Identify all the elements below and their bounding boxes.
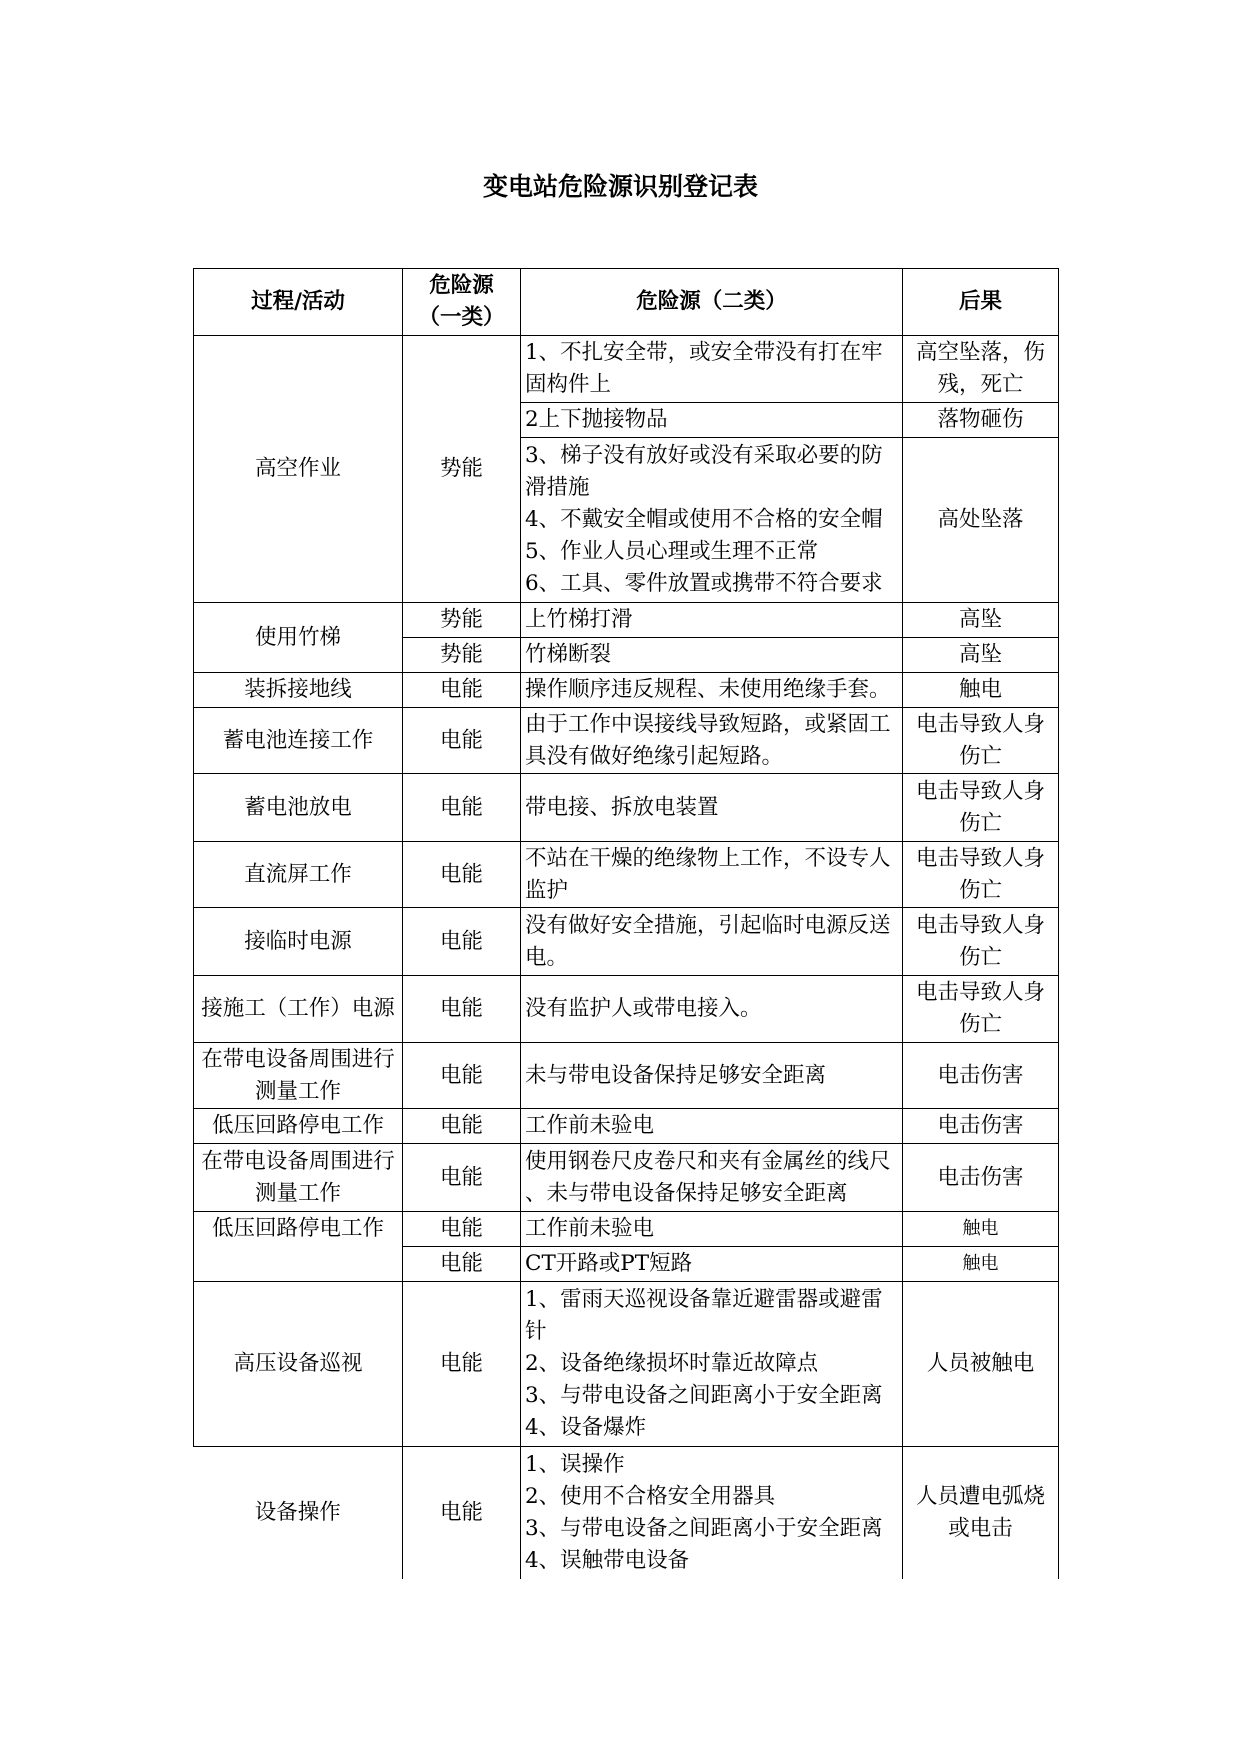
activity-cell: 使用竹梯 — [194, 603, 403, 673]
table-row — [194, 1109, 1059, 1144]
header-consequence: 后果 — [903, 269, 1059, 336]
hazard-cell: 2上下抛接物品 — [521, 403, 903, 438]
table-header-row — [194, 269, 1059, 336]
table-row — [194, 908, 1059, 976]
hazard-cell: CT开路或PT短路 — [521, 1247, 903, 1282]
hazard-cell: 不站在干燥的绝缘物上工作，不设专人 监护 — [521, 842, 903, 908]
activity-cell: 装拆接地线 — [194, 673, 403, 708]
activity-cell: 低压回路停电工作 — [194, 1212, 403, 1282]
activity-cell: 低压回路停电工作 — [194, 1109, 403, 1144]
source1-cell: 电能 — [403, 1282, 521, 1447]
hazard-cell: 1、误操作 2、使用不合格安全用器具 3、与带电设备之间距离小于安全距离 4、误触带电设备 — [521, 1447, 903, 1579]
source1-cell: 电能 — [403, 1043, 521, 1109]
source1-cell: 电能 — [403, 908, 521, 976]
activity-cell: 接施工（工作）电源 — [194, 976, 403, 1043]
table-row — [194, 1144, 1059, 1212]
hazard-register-table — [193, 268, 1059, 1579]
activity-cell: 接临时电源 — [194, 908, 403, 976]
activity-cell: 在带电设备周围进行 测量工作 — [194, 1144, 403, 1212]
table-row — [194, 1282, 1059, 1447]
document-title: 变电站危险源识别登记表 — [482, 172, 758, 201]
table-row — [194, 842, 1059, 908]
activity-cell: 高空作业 — [194, 336, 403, 603]
table-row — [194, 1043, 1059, 1109]
source1-cell: 电能 — [403, 673, 521, 708]
source1-cell: 势能 — [403, 336, 521, 603]
source1-cell: 电能 — [403, 1212, 521, 1247]
source1-cell: 电能 — [403, 842, 521, 908]
consequence-cell: 电击导致人身 伤亡 — [903, 976, 1059, 1043]
source1-cell: 电能 — [403, 708, 521, 774]
table-row — [194, 1212, 1059, 1247]
consequence-cell: 电击伤害 — [903, 1043, 1059, 1109]
header-source1: 危险源 （一类） — [403, 269, 521, 336]
hazard-cell: 由于工作中误接线导致短路，或紧固工 具没有做好绝缘引起短路。 — [521, 708, 903, 774]
consequence-cell: 人员遭电弧烧 或电击 — [903, 1447, 1059, 1579]
hazard-cell: 1、不扎安全带，或安全带没有打在牢 固构件上 — [521, 336, 903, 403]
consequence-cell: 高坠 — [903, 638, 1059, 673]
source1-cell: 电能 — [403, 1247, 521, 1282]
consequence-cell: 触电 — [903, 1212, 1059, 1247]
hazard-cell: 没有监护人或带电接入。 — [521, 976, 903, 1043]
source1-cell: 电能 — [403, 976, 521, 1043]
table-row — [194, 1447, 1059, 1579]
consequence-cell: 触电 — [903, 1247, 1059, 1282]
activity-cell: 蓄电池连接工作 — [194, 708, 403, 774]
activity-cell: 在带电设备周围进行 测量工作 — [194, 1043, 403, 1109]
source1-cell: 电能 — [403, 774, 521, 842]
source1-cell: 势能 — [403, 603, 521, 638]
consequence-cell: 电击导致人身 伤亡 — [903, 842, 1059, 908]
table-row — [194, 976, 1059, 1043]
consequence-cell: 电击伤害 — [903, 1109, 1059, 1144]
activity-cell: 高压设备巡视 — [194, 1282, 403, 1447]
hazard-cell: 工作前未验电 — [521, 1109, 903, 1144]
hazard-cell: 上竹梯打滑 — [521, 603, 903, 638]
hazard-cell: 没有做好安全措施，引起临时电源反送 电。 — [521, 908, 903, 976]
source1-cell: 电能 — [403, 1447, 521, 1579]
hazard-cell: 3、梯子没有放好或没有采取必要的防 滑措施 4、不戴安全帽或使用不合格的安全帽 5、作业人员心理或生理不正常 6、工具、零件放置或携带不符合要求 — [521, 438, 903, 603]
consequence-cell: 落物砸伤 — [903, 403, 1059, 438]
hazard-cell: 带电接、拆放电装置 — [521, 774, 903, 842]
header-activity: 过程/活动 — [194, 269, 403, 336]
header-source2: 危险源（二类） — [521, 269, 903, 336]
table-row — [194, 708, 1059, 774]
consequence-cell: 电击导致人身 伤亡 — [903, 908, 1059, 976]
consequence-cell: 电击导致人身 伤亡 — [903, 774, 1059, 842]
consequence-cell: 高处坠落 — [903, 438, 1059, 603]
activity-cell: 直流屏工作 — [194, 842, 403, 908]
consequence-cell: 电击伤害 — [903, 1144, 1059, 1212]
consequence-cell: 高坠 — [903, 603, 1059, 638]
table-row — [194, 774, 1059, 842]
consequence-cell: 高空坠落，伤 残，死亡 — [903, 336, 1059, 403]
source1-cell: 电能 — [403, 1109, 521, 1144]
activity-cell: 设备操作 — [194, 1447, 403, 1579]
source1-cell: 电能 — [403, 1144, 521, 1212]
table-row — [194, 603, 1059, 638]
hazard-cell: 未与带电设备保持足够安全距离 — [521, 1043, 903, 1109]
table-row — [194, 336, 1059, 403]
hazard-cell: 使用钢卷尺皮卷尺和夹有金属丝的线尺 、未与带电设备保持足够安全距离 — [521, 1144, 903, 1212]
hazard-cell: 操作顺序违反规程、未使用绝缘手套。 — [521, 673, 903, 708]
hazard-cell: 工作前未验电 — [521, 1212, 903, 1247]
consequence-cell: 电击导致人身 伤亡 — [903, 708, 1059, 774]
table-row — [194, 673, 1059, 708]
hazard-cell: 竹梯断裂 — [521, 638, 903, 673]
source1-cell: 势能 — [403, 638, 521, 673]
activity-cell: 蓄电池放电 — [194, 774, 403, 842]
consequence-cell: 触电 — [903, 673, 1059, 708]
consequence-cell: 人员被触电 — [903, 1282, 1059, 1447]
hazard-cell: 1、雷雨天巡视设备靠近避雷器或避雷 针 2、设备绝缘损坏时靠近故障点 3、与带电设备之间距离小于安全距离 4、设备爆炸 — [521, 1282, 903, 1447]
